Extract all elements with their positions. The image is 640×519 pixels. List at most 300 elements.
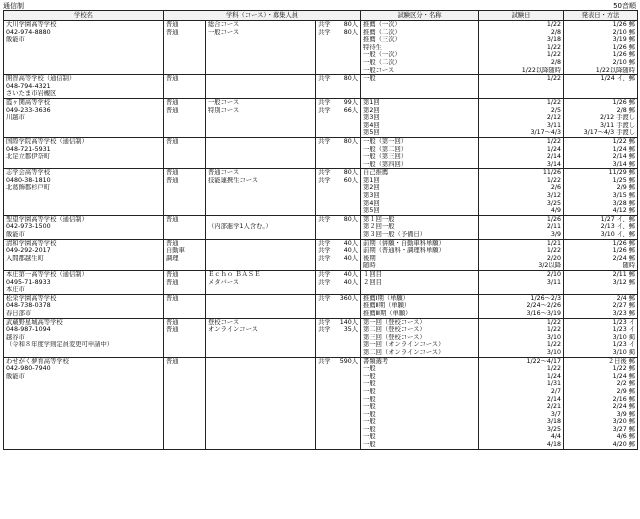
enrollment-cell xyxy=(316,262,361,270)
school-cell xyxy=(4,262,164,270)
exam-type-cell xyxy=(361,83,479,91)
result-cell: 1/22 郵 xyxy=(564,365,638,373)
course-cell xyxy=(206,215,316,223)
table-row xyxy=(4,294,638,302)
table-row xyxy=(4,153,638,161)
enrollment-cell xyxy=(316,341,361,349)
exam-date-cell: 1/22 xyxy=(479,51,564,59)
enrollment-cell xyxy=(316,83,361,91)
school-cell xyxy=(4,441,164,449)
school-cell: 048-987-1094 xyxy=(4,326,164,334)
course-cell xyxy=(206,51,316,59)
course-cell: メタバース xyxy=(206,279,316,287)
result-cell: 2/13 イ、郵 xyxy=(564,223,638,231)
table-row xyxy=(4,279,638,287)
exam-type-cell xyxy=(361,90,479,98)
enrollment-cell xyxy=(316,137,361,145)
exam-date-cell: 2/20 xyxy=(479,255,564,263)
enrollment-cell xyxy=(316,59,361,67)
exam-date-cell: 3/11 xyxy=(479,279,564,287)
table-row xyxy=(4,67,638,75)
result-cell: 4/12 郵 xyxy=(564,207,638,215)
result-cell: 3/9 郵 xyxy=(564,411,638,419)
exam-date-cell: 1/22 xyxy=(479,326,564,334)
enrollment-cell xyxy=(316,365,361,373)
course-cell xyxy=(206,161,316,169)
result-cell: 3/11 手渡し xyxy=(564,122,638,130)
exam-date-cell: 3/18 xyxy=(479,36,564,44)
department-cell: 普通 xyxy=(164,98,206,106)
exam-type-cell: 一般 xyxy=(361,75,479,83)
coed-label: 共学 xyxy=(318,294,331,302)
school-cell: さいたま市岩槻区 xyxy=(4,90,164,98)
course-cell: 普通コース xyxy=(206,169,316,177)
result-cell xyxy=(564,83,638,91)
enrollment-cell xyxy=(316,318,361,326)
exam-date-cell: 2/10 xyxy=(479,271,564,279)
result-cell: 3/10 イ、郵 xyxy=(564,231,638,239)
result-cell: 4/6 郵 xyxy=(564,433,638,441)
school-cell: 開智高等学校（通信制） xyxy=(4,75,164,83)
course-cell xyxy=(206,184,316,192)
school-cell xyxy=(4,161,164,169)
school-cell xyxy=(4,51,164,59)
course-cell xyxy=(206,341,316,349)
capacity-value: 360人 xyxy=(339,294,359,302)
exam-type-cell: 一般 xyxy=(361,433,479,441)
exam-type-cell: 随時 xyxy=(361,262,479,270)
course-cell xyxy=(206,310,316,318)
department-cell xyxy=(164,262,206,270)
school-cell: 048-721-5931 xyxy=(4,146,164,154)
department-cell xyxy=(164,373,206,381)
exam-date-cell: 1/22 xyxy=(479,177,564,185)
enrollment-cell xyxy=(316,192,361,200)
capacity-value: 35人 xyxy=(343,326,359,334)
school-cell xyxy=(4,426,164,434)
page-category-label: 通信制 xyxy=(3,2,24,10)
department-cell xyxy=(164,380,206,388)
table-body xyxy=(4,21,638,450)
school-cell xyxy=(4,403,164,411)
result-cell: 1/25 郵 xyxy=(564,177,638,185)
school-cell xyxy=(4,44,164,52)
result-cell: 1/26 郵 xyxy=(564,51,638,59)
table-row xyxy=(4,341,638,349)
enrollment-cell xyxy=(316,426,361,434)
result-cell: 1/24 郵 xyxy=(564,373,638,381)
exam-date-cell: 3/10 xyxy=(479,334,564,342)
capacity-value: 80人 xyxy=(343,215,359,223)
table-row xyxy=(4,247,638,255)
school-cell xyxy=(4,122,164,130)
coed-label: 共学 xyxy=(318,254,331,262)
enrollment-cell xyxy=(316,403,361,411)
result-cell: 2/2 郵 xyxy=(564,380,638,388)
enrollment-cell xyxy=(316,184,361,192)
result-cell: 2/10 郵 xyxy=(564,59,638,67)
coed-label: 共学 xyxy=(318,169,331,177)
department-cell: 普通 xyxy=(164,29,206,37)
school-cell: 入間郡越生町 xyxy=(4,255,164,263)
result-cell: 2/16 郵 xyxy=(564,396,638,404)
course-cell xyxy=(206,75,316,83)
table-row xyxy=(4,271,638,279)
exam-date-cell: 1/26～2/3 xyxy=(479,294,564,302)
table-row xyxy=(4,107,638,115)
exam-date-cell: 3/7 xyxy=(479,411,564,419)
capacity-value: 40人 xyxy=(343,247,359,255)
exam-type-cell: １回目 xyxy=(361,271,479,279)
school-cell xyxy=(4,396,164,404)
coed-label: 共学 xyxy=(318,176,331,184)
course-cell xyxy=(206,286,316,294)
exam-type-cell: 第1回 xyxy=(361,177,479,185)
capacity-value: 80人 xyxy=(343,75,359,83)
school-cell xyxy=(4,59,164,67)
exam-date-cell: 1/24 xyxy=(479,373,564,381)
exam-type-cell: ２回目 xyxy=(361,279,479,287)
school-cell: 042-974-8880 xyxy=(4,29,164,37)
department-cell xyxy=(164,341,206,349)
department-cell xyxy=(164,418,206,426)
exam-type-cell: 第一回（登校コース） xyxy=(361,318,479,326)
exam-type-cell: 前期（併願・自動車科単願） xyxy=(361,239,479,247)
course-cell xyxy=(206,396,316,404)
result-cell: 1/22以降随時 xyxy=(564,67,638,75)
exam-type-cell: 一般 xyxy=(361,426,479,434)
result-cell: 随時 xyxy=(564,262,638,270)
enrollment-cell xyxy=(316,161,361,169)
capacity-value: 80人 xyxy=(343,137,359,145)
table-row xyxy=(4,29,638,37)
enrollment-cell xyxy=(316,146,361,154)
exam-type-cell: 一般 xyxy=(361,441,479,449)
result-cell: 3/12 郵 xyxy=(564,279,638,287)
exam-type-cell: 第5回 xyxy=(361,129,479,137)
exam-type-cell: 第3回 xyxy=(361,192,479,200)
table-row xyxy=(4,177,638,185)
school-cell: 川越市 xyxy=(4,114,164,122)
department-cell: 普通 xyxy=(164,294,206,302)
table-row xyxy=(4,433,638,441)
coed-label: 共学 xyxy=(318,278,331,286)
course-cell xyxy=(206,373,316,381)
table-row xyxy=(4,215,638,223)
department-cell: 普通 xyxy=(164,107,206,115)
department-cell: 普通 xyxy=(164,75,206,83)
course-cell xyxy=(206,129,316,137)
school-cell: （令和８年度学則定員変更可申請中） xyxy=(4,341,164,349)
sort-order-note: 50音順 xyxy=(613,2,636,10)
department-cell xyxy=(164,44,206,52)
exam-date-cell: 3/11 xyxy=(479,122,564,130)
enrollment-cell xyxy=(316,357,361,365)
school-cell: 霞ヶ関高等学校 xyxy=(4,98,164,106)
exam-date-cell: 1/22 xyxy=(479,341,564,349)
capacity-value: 80人 xyxy=(343,169,359,177)
exam-type-cell: 前期（普通科・調理科単願） xyxy=(361,247,479,255)
capacity-value: 40人 xyxy=(343,271,359,278)
exam-type-cell: 一般 xyxy=(361,396,479,404)
enrollment-cell xyxy=(316,380,361,388)
result-cell: 1/26 郵 xyxy=(564,44,638,52)
table-row xyxy=(4,51,638,59)
capacity-value: 80人 xyxy=(343,21,359,28)
exam-date-cell: 1/22 xyxy=(479,365,564,373)
school-cell: 本庄第一高等学校（通信制） xyxy=(4,271,164,279)
exam-type-cell: 第三回（登校コース） xyxy=(361,334,479,342)
course-cell xyxy=(206,90,316,98)
enrollment-cell xyxy=(316,388,361,396)
result-cell: 2/4 郵 xyxy=(564,294,638,302)
table-row xyxy=(4,137,638,145)
department-cell: 調理 xyxy=(164,255,206,263)
exam-type-cell: 一般（二次） xyxy=(361,59,479,67)
enrollment-cell xyxy=(316,114,361,122)
department-cell xyxy=(164,67,206,75)
table-row xyxy=(4,239,638,247)
course-cell xyxy=(206,83,316,91)
department-cell: 普通 xyxy=(164,271,206,279)
table-row xyxy=(4,83,638,91)
table-row xyxy=(4,286,638,294)
table-row xyxy=(4,334,638,342)
table-row xyxy=(4,441,638,449)
exam-date-cell: 4/18 xyxy=(479,441,564,449)
department-cell xyxy=(164,334,206,342)
course-cell xyxy=(206,36,316,44)
exam-type-cell xyxy=(361,286,479,294)
course-cell: オンラインコース xyxy=(206,326,316,334)
exam-date-cell: 1/21 xyxy=(479,239,564,247)
course-cell xyxy=(206,334,316,342)
result-cell: 1/23 イ xyxy=(564,341,638,349)
department-cell xyxy=(164,396,206,404)
school-cell: 国際学院高等学校（通信制） xyxy=(4,137,164,145)
enrollment-cell xyxy=(316,200,361,208)
result-cell: 2/9 郵 xyxy=(564,184,638,192)
exam-date-cell: 3/16～3/19 xyxy=(479,310,564,318)
course-cell: 総合コース xyxy=(206,21,316,29)
department-cell xyxy=(164,302,206,310)
school-cell: 飯能市 xyxy=(4,373,164,381)
exam-type-cell: 推薦Ⅱ期（単願） xyxy=(361,302,479,310)
capacity-value: 40人 xyxy=(343,278,359,286)
table-row xyxy=(4,192,638,200)
enrollment-cell xyxy=(316,418,361,426)
result-cell: 2/11 郵 xyxy=(564,271,638,279)
exam-date-cell: 1/22 xyxy=(479,98,564,106)
exam-date-cell: 2/14 xyxy=(479,153,564,161)
course-cell xyxy=(206,239,316,247)
department-cell: 普通 xyxy=(164,279,206,287)
department-cell xyxy=(164,207,206,215)
course-cell xyxy=(206,433,316,441)
exam-date-cell: 4/4 xyxy=(479,433,564,441)
table-row xyxy=(4,373,638,381)
exam-type-cell: 第2回 xyxy=(361,107,479,115)
exam-date-cell: 3/2以降 xyxy=(479,262,564,270)
school-cell: 松栄学園高等学校 xyxy=(4,294,164,302)
result-cell: 1/23 イ xyxy=(564,318,638,326)
enrollment-cell xyxy=(316,294,361,302)
exam-type-cell: 推薦（三次） xyxy=(361,36,479,44)
enrollment-cell xyxy=(316,302,361,310)
exam-type-cell: 第4回 xyxy=(361,122,479,130)
result-cell: 1/22 郵 xyxy=(564,137,638,145)
department-cell xyxy=(164,286,206,294)
table-row xyxy=(4,403,638,411)
table-row xyxy=(4,44,638,52)
school-cell xyxy=(4,67,164,75)
result-cell: 3/27 郵 xyxy=(564,426,638,434)
school-cell: 0480-38-1810 xyxy=(4,177,164,185)
exam-type-cell: 一般 xyxy=(361,411,479,419)
table-row xyxy=(4,318,638,326)
table-row xyxy=(4,411,638,419)
result-cell: 3/10 掲 xyxy=(564,349,638,357)
school-cell: 042-973-1500 xyxy=(4,223,164,231)
table-row xyxy=(4,161,638,169)
result-cell: 2/27 郵 xyxy=(564,302,638,310)
result-cell: 1/27 イ、郵 xyxy=(564,215,638,223)
result-cell xyxy=(564,90,638,98)
coed-label: 共学 xyxy=(318,357,331,365)
school-cell: 志学会高等学校 xyxy=(4,169,164,177)
course-cell xyxy=(206,349,316,357)
result-cell: 3/19 郵 xyxy=(564,36,638,44)
exam-type-cell: 推薦Ⅲ期（単願） xyxy=(361,310,479,318)
table-row xyxy=(4,380,638,388)
table-row xyxy=(4,36,638,44)
course-cell xyxy=(206,137,316,145)
table-row xyxy=(4,59,638,67)
enrollment-cell xyxy=(316,177,361,185)
course-cell xyxy=(206,403,316,411)
capacity-value: 80人 xyxy=(343,28,359,36)
capacity-value: 66人 xyxy=(343,106,359,114)
result-cell: 2/24 郵 xyxy=(564,255,638,263)
exam-date-cell: 1/22 xyxy=(479,75,564,83)
coed-label: 共学 xyxy=(318,28,331,36)
result-cell: ２日後 郵 xyxy=(564,357,638,365)
enrollment-cell xyxy=(316,122,361,130)
coed-label: 共学 xyxy=(318,239,331,247)
course-cell: 登校コース xyxy=(206,318,316,326)
course-cell xyxy=(206,59,316,67)
table-row xyxy=(4,349,638,357)
header-department: 学科（コース）・募集人員 xyxy=(164,11,361,21)
enrollment-cell xyxy=(316,90,361,98)
table-row xyxy=(4,426,638,434)
department-cell: 普通 xyxy=(164,357,206,365)
department-cell xyxy=(164,122,206,130)
school-cell: 049-292-2017 xyxy=(4,247,164,255)
exam-type-cell: 第３回一般（予備日） xyxy=(361,231,479,239)
enrollment-cell xyxy=(316,334,361,342)
course-cell xyxy=(206,146,316,154)
enrollment-cell xyxy=(316,231,361,239)
school-cell xyxy=(4,200,164,208)
exam-date-cell: 1/22～4/17 xyxy=(479,357,564,365)
exam-date-cell: 3/14 xyxy=(479,161,564,169)
result-cell: 1/24 イ、郵 xyxy=(564,75,638,83)
department-cell: 自動車 xyxy=(164,247,206,255)
department-cell xyxy=(164,426,206,434)
department-cell xyxy=(164,433,206,441)
department-cell: 普通 xyxy=(164,137,206,145)
department-cell xyxy=(164,129,206,137)
course-cell xyxy=(206,153,316,161)
department-cell xyxy=(164,388,206,396)
coed-label: 共学 xyxy=(318,271,331,278)
exam-date-cell: 3/17～4/3 xyxy=(479,129,564,137)
department-cell: 普通 xyxy=(164,177,206,185)
header-school: 学校名 xyxy=(4,11,164,21)
department-cell xyxy=(164,231,206,239)
course-cell: 一般コース xyxy=(206,29,316,37)
result-cell: 3/23 郵 xyxy=(564,310,638,318)
coed-label: 共学 xyxy=(318,247,331,255)
exam-type-cell: 第5回 xyxy=(361,207,479,215)
result-cell: 1/26 郵 xyxy=(564,98,638,106)
enrollment-cell xyxy=(316,21,361,29)
exam-type-cell: 第二回（登校コース） xyxy=(361,326,479,334)
course-cell: 一般コース xyxy=(206,98,316,106)
exam-type-cell: 第２回一般 xyxy=(361,223,479,231)
exam-date-cell: 1/22 xyxy=(479,137,564,145)
result-cell: 3/28 郵 xyxy=(564,200,638,208)
school-cell xyxy=(4,380,164,388)
department-cell xyxy=(164,411,206,419)
coed-label: 共学 xyxy=(318,98,331,106)
department-cell xyxy=(164,83,206,91)
table-row xyxy=(4,388,638,396)
department-cell: 普通 xyxy=(164,326,206,334)
course-cell: 技能連携生コース xyxy=(206,177,316,185)
school-cell xyxy=(4,349,164,357)
course-cell: （内部進学1人含む。） xyxy=(206,223,316,231)
coed-label: 共学 xyxy=(318,326,331,334)
exam-date-cell: 3/9 xyxy=(479,231,564,239)
result-cell: 2/9 郵 xyxy=(564,388,638,396)
exam-date-cell: 3/25 xyxy=(479,200,564,208)
course-cell xyxy=(206,262,316,270)
school-cell: 本庄市 xyxy=(4,286,164,294)
exam-date-cell: 3/12 xyxy=(479,192,564,200)
school-cell xyxy=(4,207,164,215)
department-cell xyxy=(164,51,206,59)
course-cell xyxy=(206,122,316,130)
exam-date-cell: 1/22 xyxy=(479,21,564,29)
table-row xyxy=(4,200,638,208)
table-row xyxy=(4,114,638,122)
capacity-value: 60人 xyxy=(343,176,359,184)
course-cell xyxy=(206,411,316,419)
exam-date-cell: 4/9 xyxy=(479,207,564,215)
course-cell xyxy=(206,67,316,75)
course-cell xyxy=(206,231,316,239)
table-row xyxy=(4,255,638,263)
enrollment-cell xyxy=(316,223,361,231)
exam-date-cell: 1/24 xyxy=(479,146,564,154)
table-row xyxy=(4,122,638,130)
department-cell xyxy=(164,349,206,357)
department-cell xyxy=(164,36,206,44)
enrollment-cell xyxy=(316,169,361,177)
school-cell: 大川学園高等学校 xyxy=(4,21,164,29)
